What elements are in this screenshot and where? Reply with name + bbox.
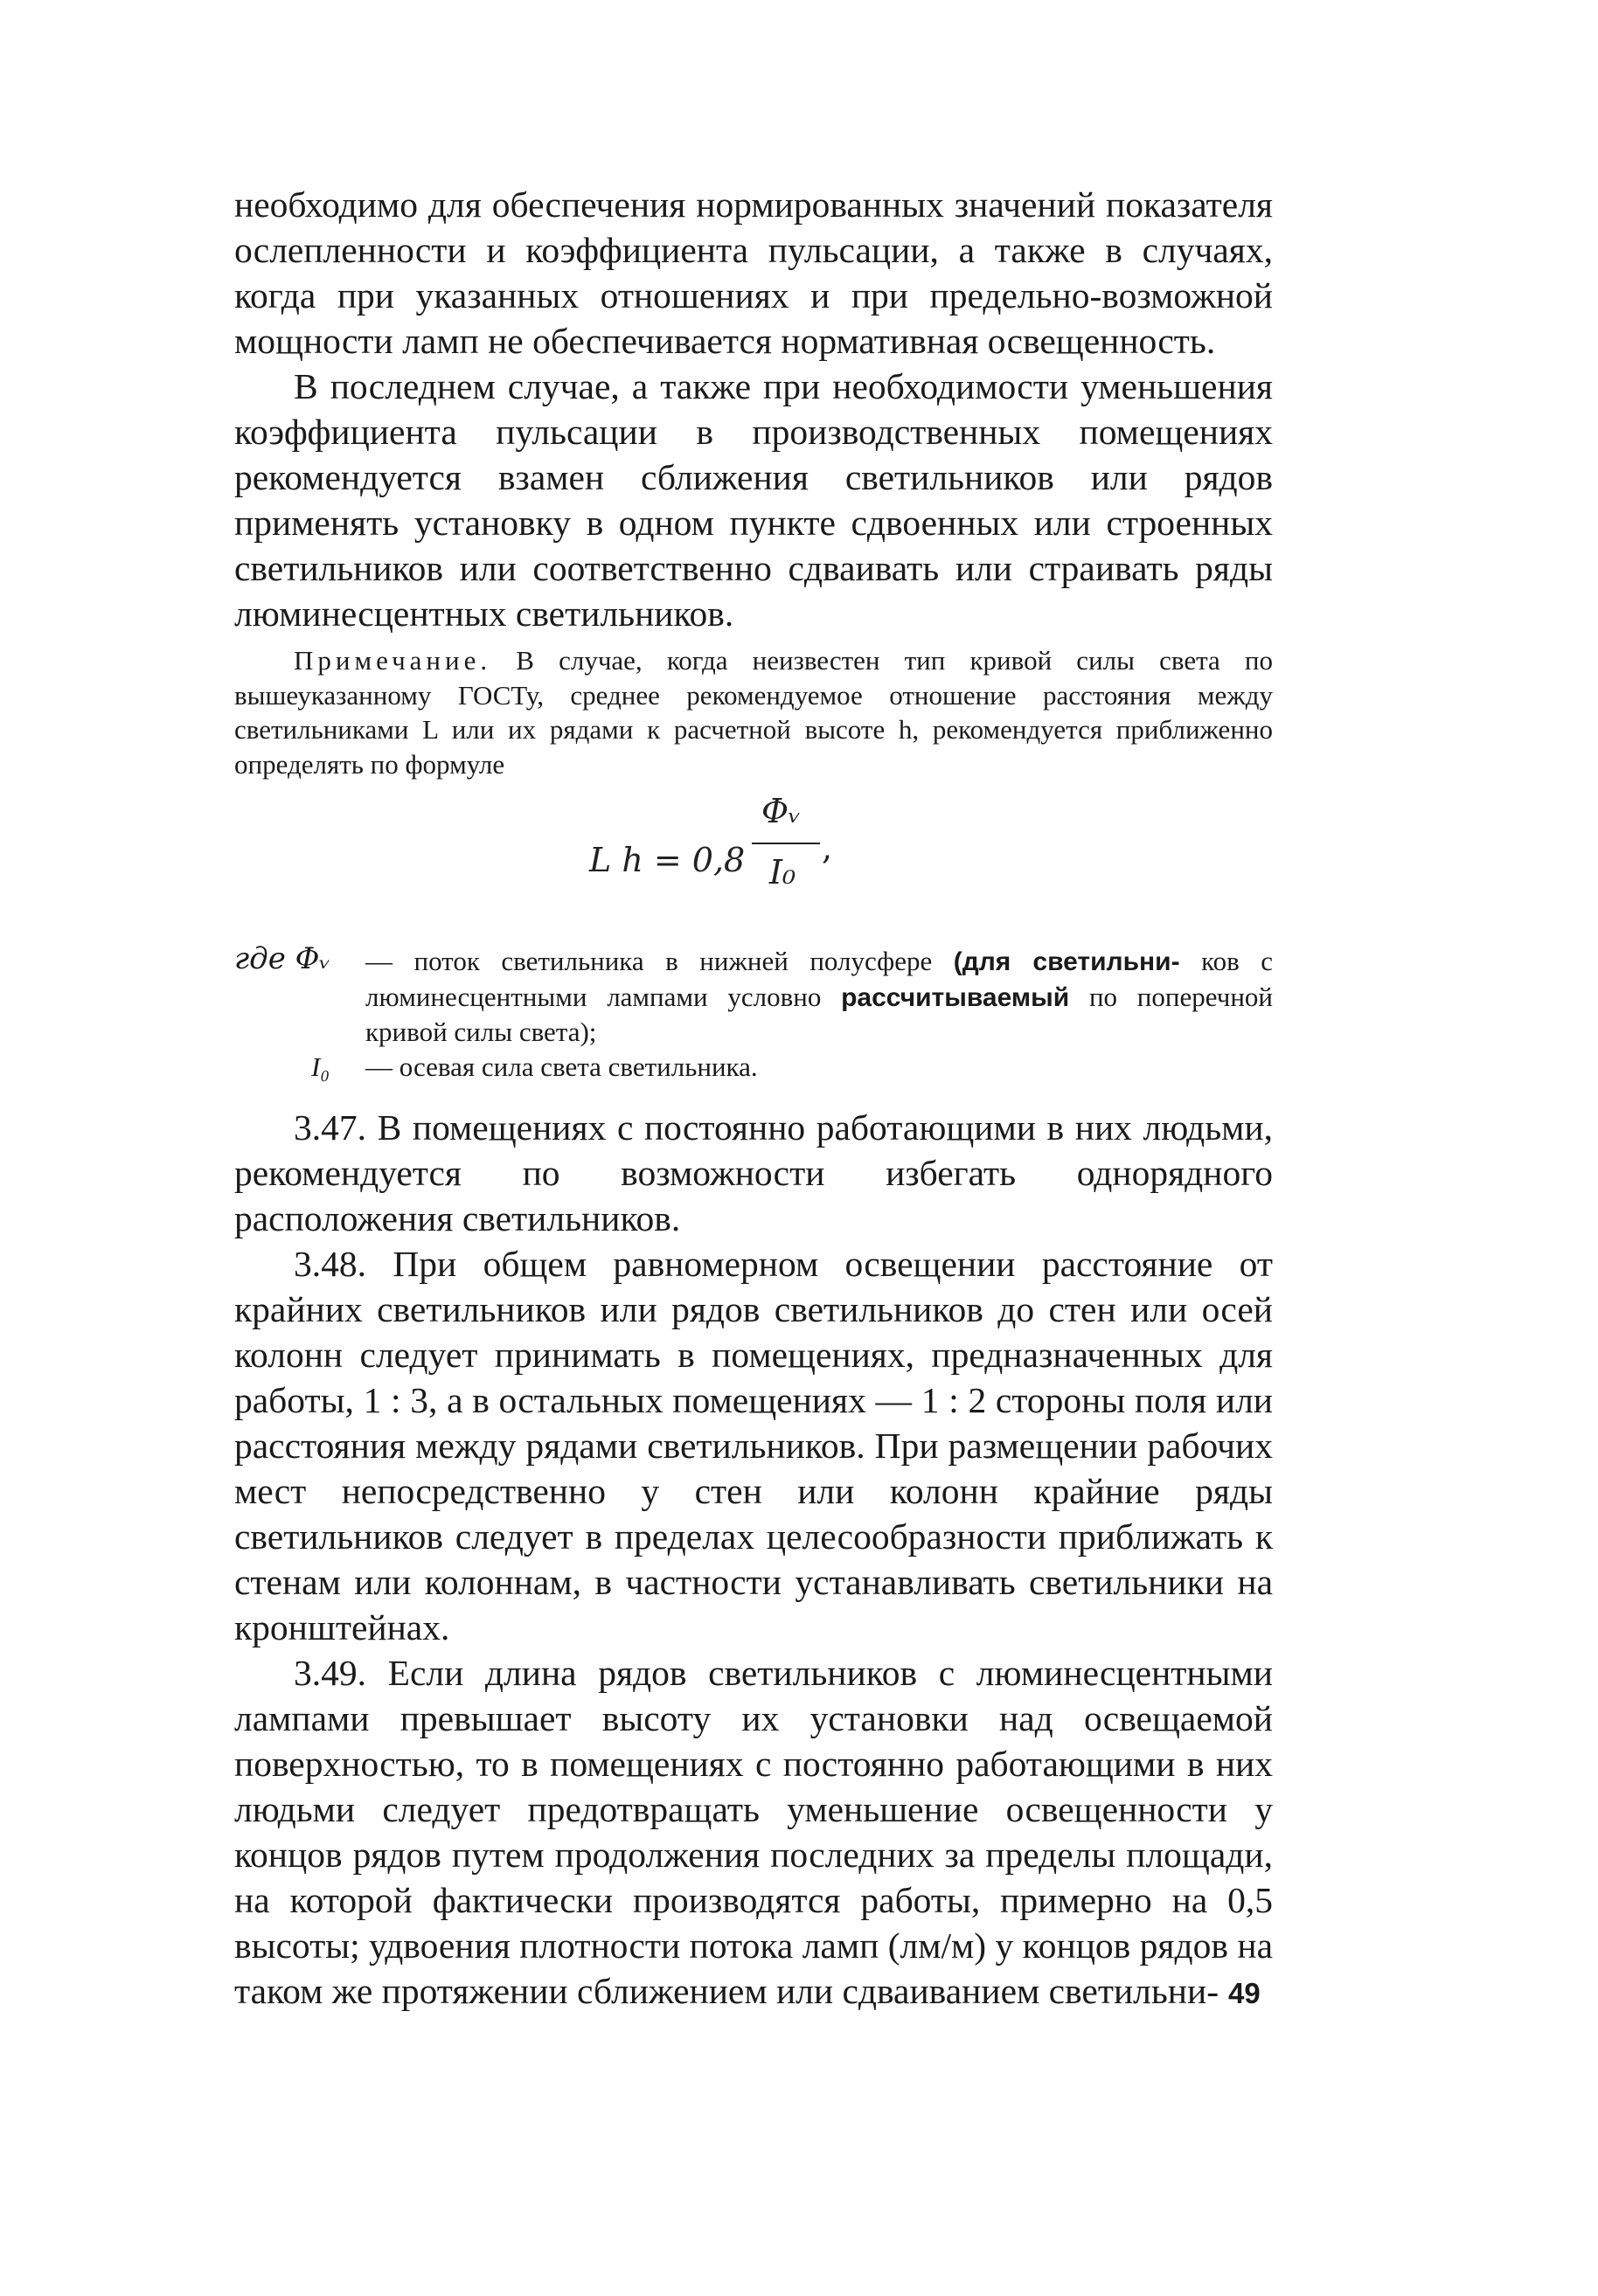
note-label: Примечание. (294, 645, 492, 676)
section-3-49: 3.49. Если длина рядов светильников с люминесцентными лампами превышает высоту их установки над освещаемой поверхностью, то в помещениях с постоянно работающими в них людьми следует предотвращать уменьшение освещенности у концов рядов путем продолжения последних за пределы площади, на которой фактически производятся работы, примерно на 0,5 высоты; удвоения плотности потока ламп (лм/м) у концов рядов на таком же протяжении сближением или сдваиванием светильни- (234, 1653, 1273, 2011)
legend-phi-desc-bold-1: (для светильни- (953, 947, 1180, 976)
note-paragraph (234, 643, 1273, 781)
formula-denominator: I₀ (769, 853, 796, 891)
legend-phi (234, 941, 1274, 1050)
legend-i0-symbol: I₀ (311, 1051, 330, 1082)
paragraph-last-case: В последнем случае, а также при необходимости уменьшения коэффициента пульсации в производственных помещениях рекомендуется взамен сближения светильников или рядов применять установку в одном пункте сдвоенных или строенных светильников или соответственно сдваивать или страивать ряды люминесцентных светильников. (234, 366, 1273, 634)
note-text: В случае, когда неизвестен тип кривой силы света по вышеуказанному ГОСТу, среднее рекомендуемое отношение расстояния между светильниками L или их рядами к расчетной высоте h, рекомендуется приближенно определять по формуле (234, 645, 1273, 780)
page-content (234, 182, 1273, 2014)
formula-lhs: L h = 0,8 (589, 841, 746, 879)
legend-i0-desc: — осевая сила света светильника. (365, 1051, 758, 1082)
legend-phi-desc-2: ков с люминесцентными лампами условно (365, 946, 1274, 1012)
formula-legend (234, 941, 1274, 1084)
legend-i0 (234, 1050, 1273, 1085)
section-3-48: 3.48. При общем равномерном освещении расстояние от крайних светильников или рядов светильников до стен или осей колонн следует принимать в помещениях, предназначенных для работы, 1 : 3, а в остальных помещениях — 1 : 2 стороны поля или расстояния между рядами светильников. При размещении рабочих мест непосредственно у стен или колонн крайние ряды светильников следует в пределах целесообразности приближать к стенам или колоннам, в частности устанавливать светильники на кронштейнах. (234, 1244, 1273, 1647)
formula-fraction-bar (752, 843, 820, 844)
legend-phi-desc-bold-2: рассчитываемый (841, 982, 1070, 1012)
page-number: 49 (1228, 1977, 1261, 2009)
legend-phi-symbol: где Φᵥ (234, 941, 331, 976)
formula-comma: , (822, 829, 833, 867)
formula (234, 792, 1273, 925)
legend-phi-desc-1: — поток светильника в нижней полусфере (365, 946, 954, 976)
formula-numerator: Φᵥ (761, 792, 802, 830)
section-3-47: 3.47. В помещениях с постоянно работающими в них людьми, рекомендуется по возможности избегать однорядного расположения светильников. (234, 1107, 1273, 1238)
legend-phi-desc-3: по поперечной кривой силы света); (365, 981, 1273, 1047)
section-gap (234, 1084, 1273, 1105)
paragraph-continuation: необходимо для обеспечения нормированных значений показателя ослепленности и коэффициента пульсации, а также в случаях, когда при указанных отношениях и при предельно-возможной мощности ламп не обеспечивается нормативная освещенность. (234, 184, 1273, 361)
